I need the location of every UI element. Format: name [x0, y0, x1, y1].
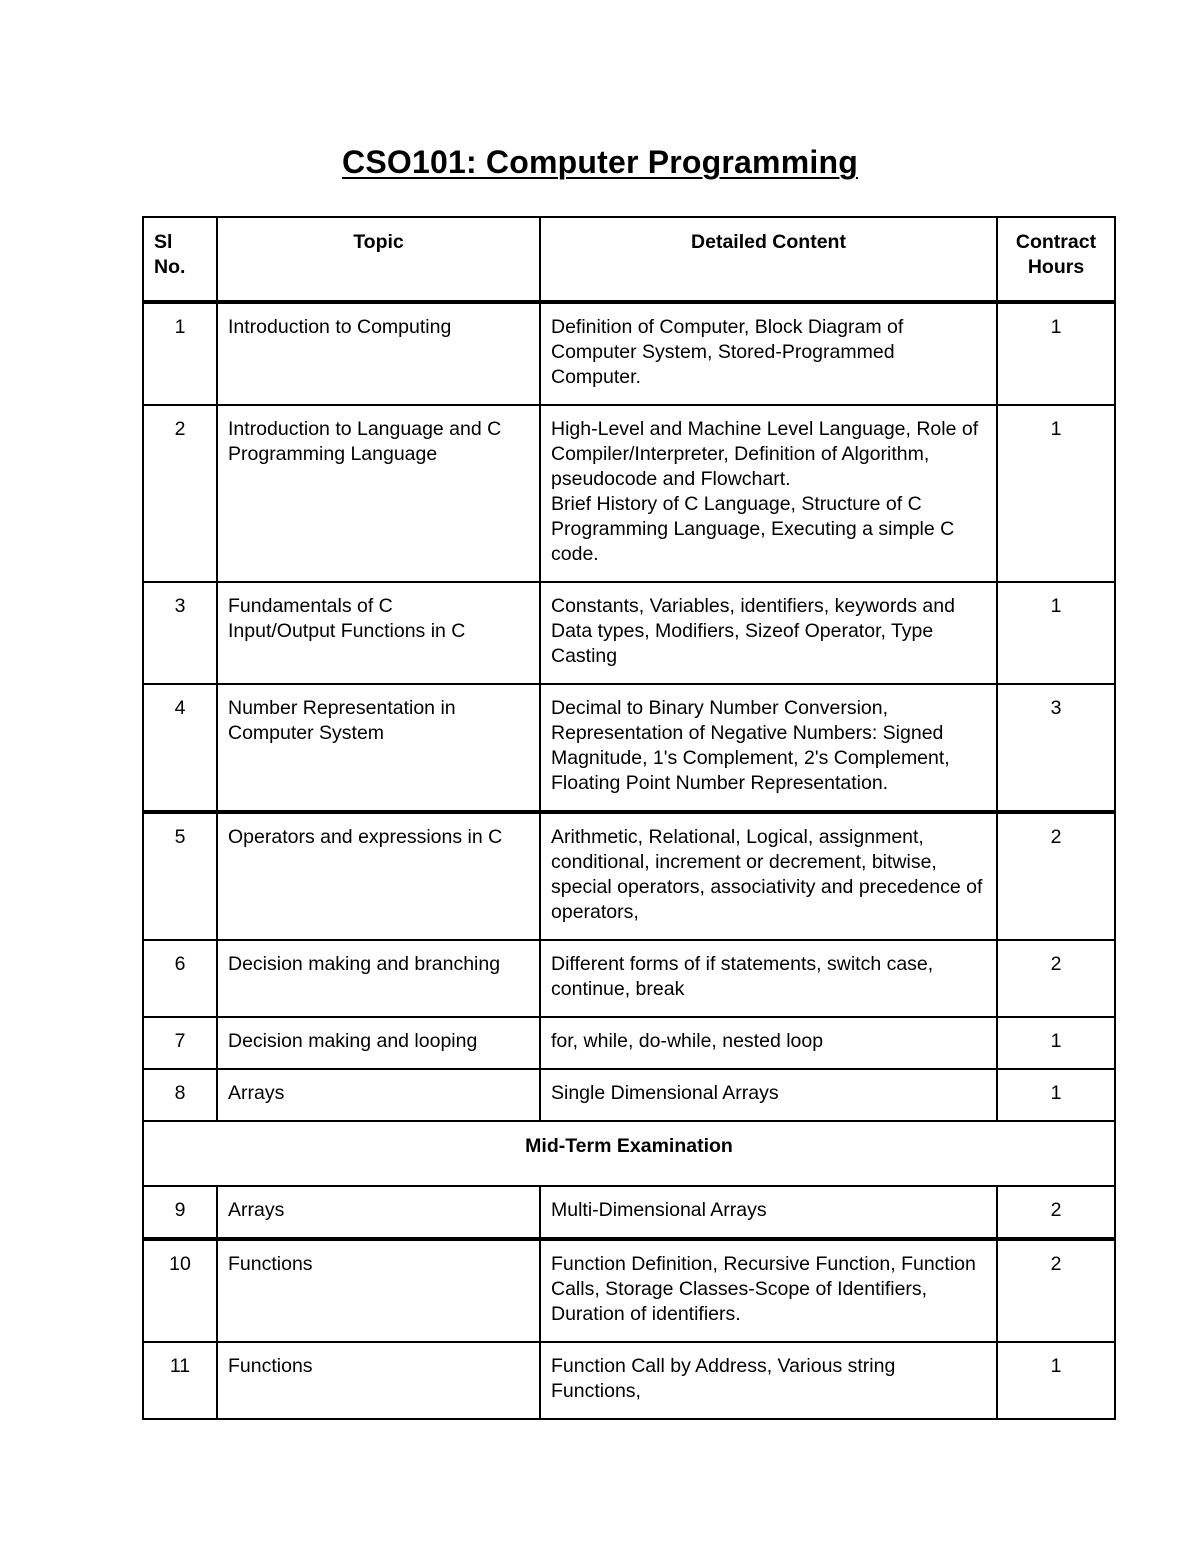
row-sl-no: 7	[143, 1017, 217, 1069]
header-topic: Topic	[217, 217, 540, 302]
row-topic: Arrays	[217, 1069, 540, 1121]
row-detailed-content: Single Dimensional Arrays	[540, 1069, 997, 1121]
row-topic: Introduction to Language and C Programming Language	[217, 405, 540, 582]
row-contract-hours: 1	[997, 582, 1115, 684]
row-contract-hours: 3	[997, 684, 1115, 812]
row-topic: Number Representation in Computer System	[217, 684, 540, 812]
row-contract-hours: 2	[997, 1239, 1115, 1342]
midterm-row	[143, 1121, 1115, 1186]
row-contract-hours: 1	[997, 302, 1115, 405]
row-detailed-content: Arithmetic, Relational, Logical, assignment, conditional, increment or decrement, bitwise, special operators, associativity and precedence of operators,	[540, 812, 997, 940]
row-contract-hours: 1	[997, 1069, 1115, 1121]
row-contract-hours: 2	[997, 940, 1115, 1017]
row-sl-no: 9	[143, 1186, 217, 1239]
row-contract-hours: 1	[997, 1342, 1115, 1419]
row-sl-no: 8	[143, 1069, 217, 1121]
page-title: CSO101: Computer Programming	[342, 144, 858, 180]
table-row	[143, 582, 1115, 684]
midterm-label: Mid-Term Examination	[143, 1121, 1115, 1186]
row-detailed-content: High-Level and Machine Level Language, Role of Compiler/Interpreter, Definition of Algorithm, pseudocode and Flowchart. Brief History of C Language, Structure of C Programming Language, Executing a simple C code.	[540, 405, 997, 582]
row-topic: Functions	[217, 1239, 540, 1342]
row-sl-no: 10	[143, 1239, 217, 1342]
row-topic: Decision making and looping	[217, 1017, 540, 1069]
header-detailed-content: Detailed Content	[540, 217, 997, 302]
row-contract-hours: 2	[997, 812, 1115, 940]
table-row	[143, 940, 1115, 1017]
table-header-row	[143, 217, 1115, 302]
row-detailed-content: Different forms of if statements, switch case, continue, break	[540, 940, 997, 1017]
row-sl-no: 3	[143, 582, 217, 684]
syllabus-table	[142, 216, 1116, 1420]
row-sl-no: 11	[143, 1342, 217, 1419]
row-detailed-content: Definition of Computer, Block Diagram of Computer System, Stored-Programmed Computer.	[540, 302, 997, 405]
row-sl-no: 1	[143, 302, 217, 405]
table-row	[143, 405, 1115, 582]
row-sl-no: 2	[143, 405, 217, 582]
row-contract-hours: 2	[997, 1186, 1115, 1239]
table-row	[143, 1069, 1115, 1121]
row-topic: Arrays	[217, 1186, 540, 1239]
table-row	[143, 1186, 1115, 1239]
row-sl-no: 5	[143, 812, 217, 940]
row-contract-hours: 1	[997, 1017, 1115, 1069]
table-row	[143, 684, 1115, 812]
table-row	[143, 1239, 1115, 1342]
row-sl-no: 6	[143, 940, 217, 1017]
table-row	[143, 812, 1115, 940]
row-detailed-content: Function Call by Address, Various string Functions,	[540, 1342, 997, 1419]
row-detailed-content: Function Definition, Recursive Function, Function Calls, Storage Classes-Scope of Identifiers, Duration of identifiers.	[540, 1239, 997, 1342]
row-detailed-content: Constants, Variables, identifiers, keywords and Data types, Modifiers, Sizeof Operator, Type Casting	[540, 582, 997, 684]
row-contract-hours: 1	[997, 405, 1115, 582]
row-detailed-content: Decimal to Binary Number Conversion, Representation of Negative Numbers: Signed Magnitude, 1's Complement, 2's Complement, Floating Point Number Representation.	[540, 684, 997, 812]
row-topic: Operators and expressions in C	[217, 812, 540, 940]
header-sl-no: Sl No.	[143, 217, 217, 302]
table-row	[143, 1017, 1115, 1069]
table-row	[143, 302, 1115, 405]
header-contract-hours: Contract Hours	[997, 217, 1115, 302]
row-detailed-content: for, while, do-while, nested loop	[540, 1017, 997, 1069]
row-topic: Decision making and branching	[217, 940, 540, 1017]
table-row	[143, 1342, 1115, 1419]
row-topic: Functions	[217, 1342, 540, 1419]
row-detailed-content: Multi-Dimensional Arrays	[540, 1186, 997, 1239]
row-topic: Introduction to Computing	[217, 302, 540, 405]
row-topic: Fundamentals of C Input/Output Functions in C	[217, 582, 540, 684]
row-sl-no: 4	[143, 684, 217, 812]
